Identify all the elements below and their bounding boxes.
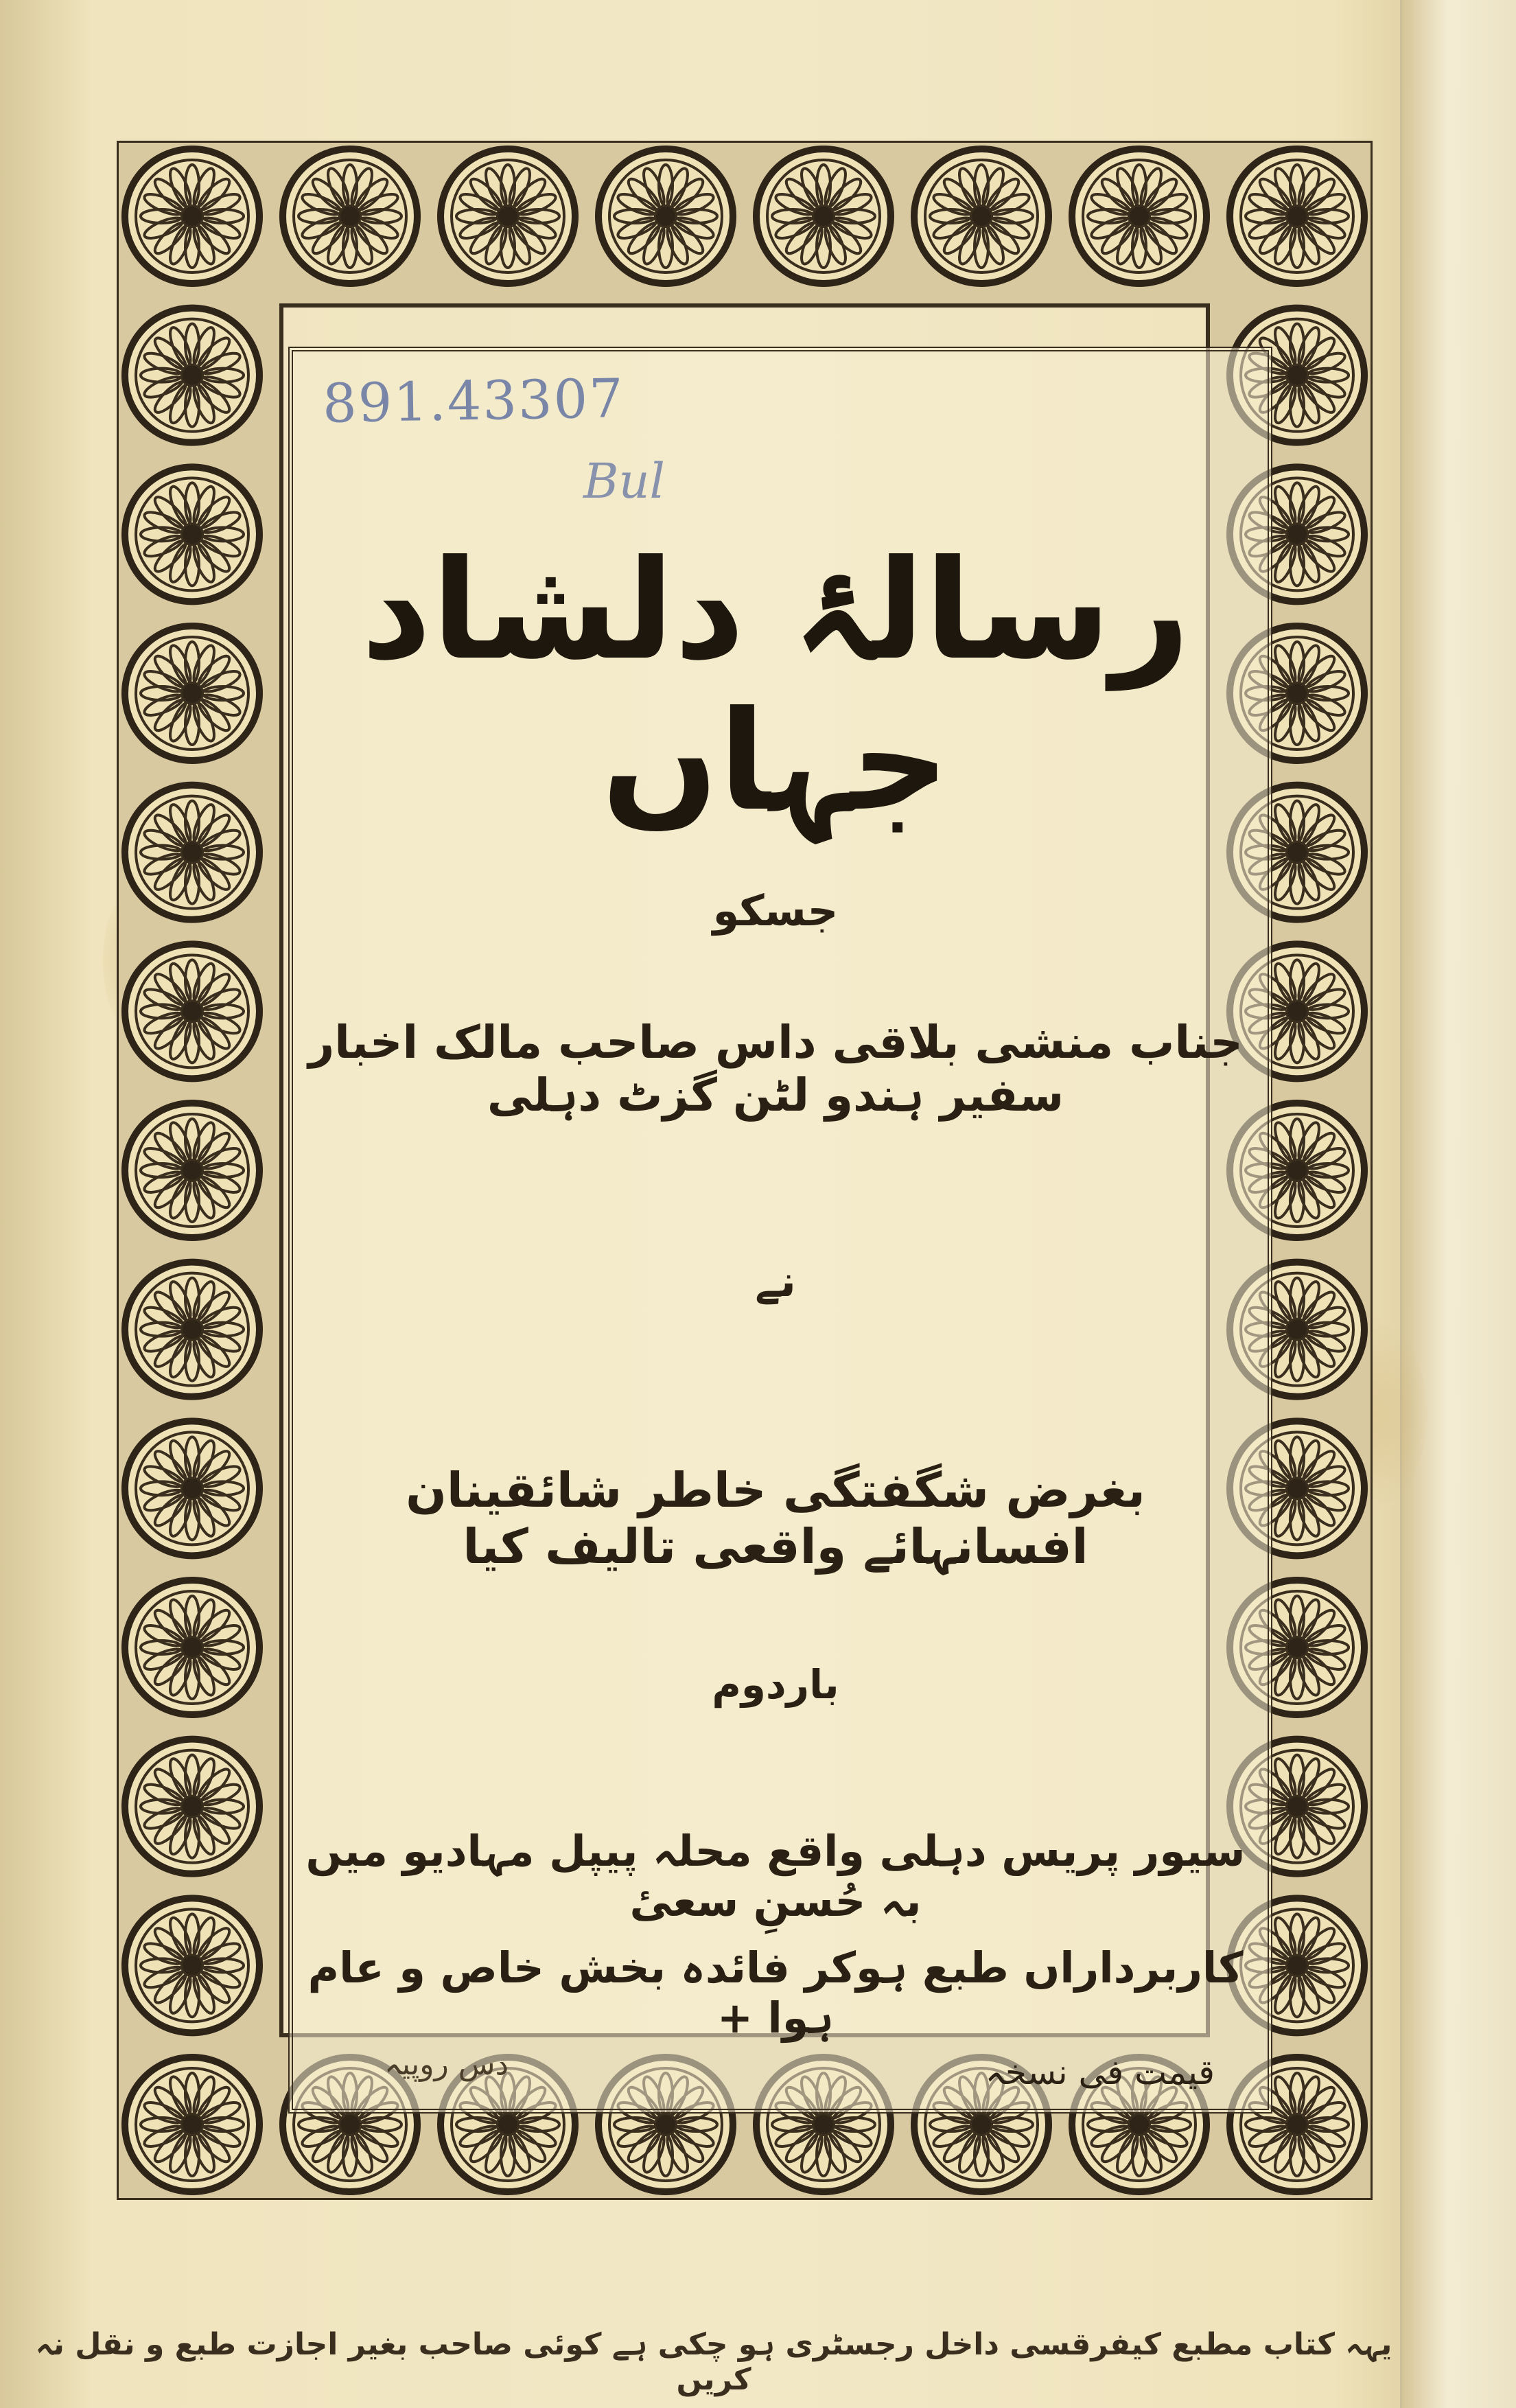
- rosette-ornament: [125, 1739, 259, 1874]
- rosette-ornament: [441, 149, 575, 283]
- rosette-ornament: [125, 1580, 259, 1715]
- author-line: جناب منشی بلاقی داس صاحب مالک اخبار سفیر ہندو لٹن گزٹ دہلی: [308, 1016, 1243, 1122]
- rosette-ornament: [756, 149, 891, 283]
- rosette-ornament: [125, 1898, 259, 2033]
- rosette-ornament: [125, 785, 259, 920]
- rosette-ornament: [125, 944, 259, 1078]
- rosette-ornament: [1072, 149, 1206, 283]
- book-title: رسالۂ دلشاد جہاں: [361, 531, 1190, 842]
- rosette-ornament: [598, 149, 733, 283]
- press-line-2: کاربرداراں طبع ہوکر فائدہ بخش خاص و عام ہوا +: [307, 1943, 1244, 2043]
- price-label: قیمت فی نسخہ: [985, 2052, 1215, 2092]
- rosette-ornament: [125, 149, 259, 283]
- press-line-1: سیور پریس دہلی واقع محلہ پیپل مہادیو میں بہ حُسنِ سعیٔ: [305, 1826, 1246, 1926]
- rosette-ornament: [125, 1103, 259, 1238]
- registration-footer: یہہ کتاب مطبع کیفرقسی داخل رجسٹری ہو چکی ہے کوئی صاحب بغیر اجازت طبع و نقل نہ کریں: [35, 2327, 1392, 2397]
- line-ne: نے: [755, 1256, 796, 1306]
- purpose-line: بغرض شگفتگی خاطر شائقینان افسانہائے واقعی تالیف کیا: [406, 1462, 1145, 1575]
- rosette-ornament: [283, 149, 417, 283]
- rosette-ornament: [125, 1262, 259, 1397]
- rosette-ornament: [1230, 149, 1364, 283]
- rosette-ornament: [125, 1421, 259, 1555]
- library-stamp-number: 891.43307: [322, 368, 625, 435]
- line-jinko: جسکو: [712, 885, 839, 936]
- rosette-ornament: [914, 149, 1049, 283]
- edition-line: باردوم: [712, 1661, 839, 1708]
- rosette-ornament: [125, 308, 259, 443]
- price-value: دس روپیہ: [384, 2047, 509, 2082]
- rosette-ornament: [125, 467, 259, 601]
- rosette-ornament: [125, 2057, 259, 2192]
- rosette-ornament: [125, 626, 259, 761]
- library-stamp-code: Bul: [583, 453, 665, 509]
- page-edge: [1400, 0, 1516, 2408]
